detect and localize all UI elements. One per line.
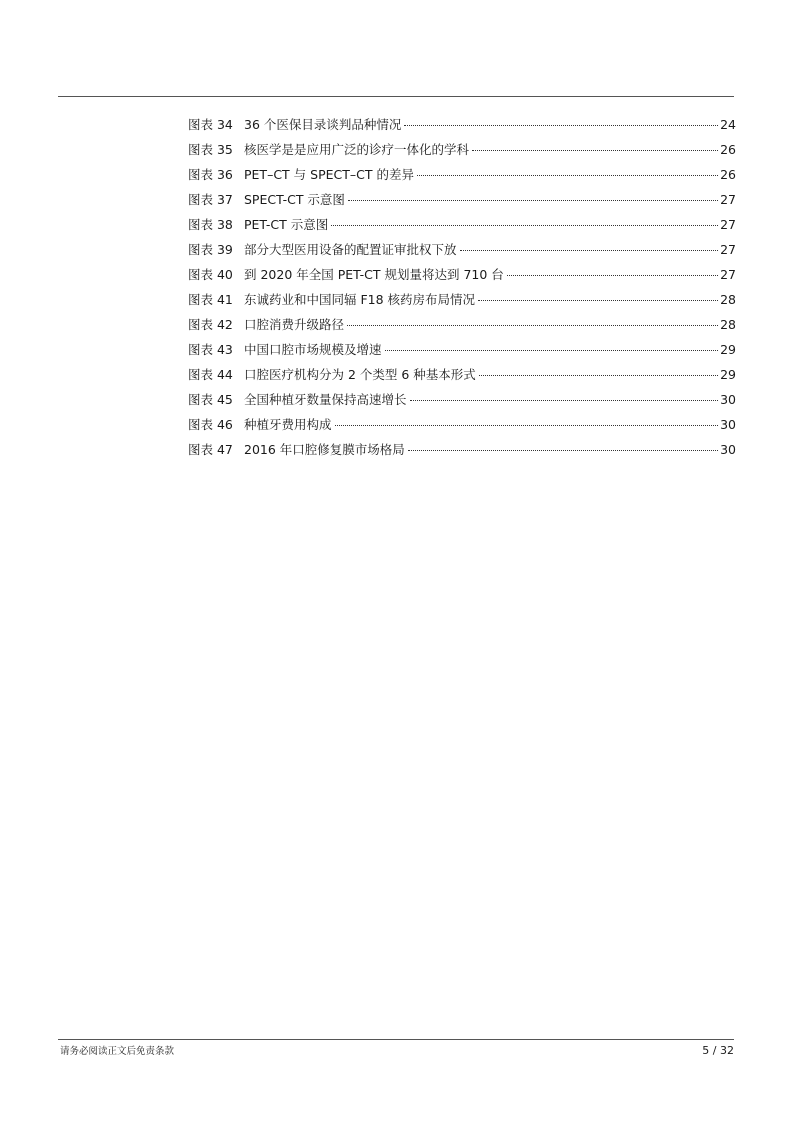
toc-entry-page: 28 <box>720 292 736 307</box>
toc-entry-page: 27 <box>720 217 736 232</box>
toc-entry[interactable] <box>188 237 736 262</box>
toc-entry-label: 图表 35 <box>188 142 233 157</box>
toc-entry-page: 24 <box>720 117 736 132</box>
toc-entry-label: 图表 42 <box>188 317 233 332</box>
toc-entry-label: 图表 37 <box>188 192 233 207</box>
dot-leader <box>472 150 718 151</box>
toc-entry-title: 口腔医疗机构分为 2 个类型 6 种基本形式 <box>244 367 476 382</box>
toc-entry-page: 27 <box>720 242 736 257</box>
toc-entry[interactable] <box>188 437 736 462</box>
toc-entry-label: 图表 44 <box>188 367 233 382</box>
toc-entry-title: PET–CT 与 SPECT–CT 的差异 <box>244 167 414 182</box>
toc-entry-title: SPECT-CT 示意图 <box>244 192 345 207</box>
toc-entry-page: 27 <box>720 267 736 282</box>
toc-entry-title: 种植牙费用构成 <box>244 417 332 432</box>
footer-disclaimer: 请务必阅读正文后免责条款 <box>60 1046 175 1057</box>
toc-entry-title: 2016 年口腔修复膜市场格局 <box>244 442 405 457</box>
toc-entry-page: 30 <box>720 392 736 407</box>
toc-entry-title: 部分大型医用设备的配置证审批权下放 <box>244 242 457 257</box>
toc-entry-title: 东诚药业和中国同辐 F18 核药房布局情况 <box>244 292 476 307</box>
toc-entry-label: 图表 36 <box>188 167 233 182</box>
toc-entry[interactable] <box>188 112 736 137</box>
dot-leader <box>348 200 718 201</box>
toc-entry-page: 28 <box>720 317 736 332</box>
toc-entry-label: 图表 43 <box>188 342 233 357</box>
toc-entry-page: 27 <box>720 192 736 207</box>
dot-leader <box>404 125 718 126</box>
dot-leader <box>335 425 719 426</box>
toc-entry-page: 26 <box>720 167 736 182</box>
toc-entry-title: 口腔消费升级路径 <box>244 317 345 332</box>
toc-entry-page: 29 <box>720 342 736 357</box>
toc-entry-title: PET-CT 示意图 <box>244 217 329 232</box>
toc-entry[interactable] <box>188 312 736 337</box>
toc-entry-label: 图表 38 <box>188 217 233 232</box>
toc-entry[interactable] <box>188 212 736 237</box>
dot-leader <box>408 450 718 451</box>
dot-leader <box>417 175 718 176</box>
toc-entry-label: 图表 34 <box>188 117 233 132</box>
dot-leader <box>507 275 718 276</box>
table-of-figures <box>188 112 736 462</box>
dot-leader <box>479 375 718 376</box>
toc-entry-page: 29 <box>720 367 736 382</box>
toc-entry[interactable] <box>188 137 736 162</box>
toc-entry-title: 中国口腔市场规模及增速 <box>244 342 382 357</box>
footer-rule <box>58 1039 734 1040</box>
dot-leader <box>460 250 719 251</box>
toc-entry-page: 30 <box>720 442 736 457</box>
toc-entry-page: 30 <box>720 417 736 432</box>
header-rule <box>58 96 734 97</box>
toc-entry-page: 26 <box>720 142 736 157</box>
toc-entry[interactable] <box>188 162 736 187</box>
toc-entry-label: 图表 46 <box>188 417 233 432</box>
toc-entry-title: 全国种植牙数量保持高速增长 <box>244 392 407 407</box>
page-number: 5 / 32 <box>702 1044 734 1057</box>
toc-entry-label: 图表 39 <box>188 242 233 257</box>
dot-leader <box>385 350 719 351</box>
toc-entry-label: 图表 45 <box>188 392 233 407</box>
dot-leader <box>410 400 719 401</box>
toc-entry[interactable] <box>188 337 736 362</box>
toc-entry-label: 图表 47 <box>188 442 233 457</box>
dot-leader <box>347 325 718 326</box>
toc-entry[interactable] <box>188 412 736 437</box>
toc-entry[interactable] <box>188 187 736 212</box>
toc-entry[interactable] <box>188 287 736 312</box>
toc-entry[interactable] <box>188 262 736 287</box>
toc-entry-label: 图表 41 <box>188 292 233 307</box>
toc-entry-title: 到 2020 年全国 PET-CT 规划量将达到 710 台 <box>244 267 504 282</box>
toc-entry-title: 36 个医保目录谈判品种情况 <box>244 117 402 132</box>
toc-entry[interactable] <box>188 387 736 412</box>
toc-entry[interactable] <box>188 362 736 387</box>
dot-leader <box>331 225 718 226</box>
dot-leader <box>478 300 718 301</box>
toc-entry-label: 图表 40 <box>188 267 233 282</box>
toc-entry-title: 核医学是是应用广泛的诊疗一体化的学科 <box>244 142 470 157</box>
